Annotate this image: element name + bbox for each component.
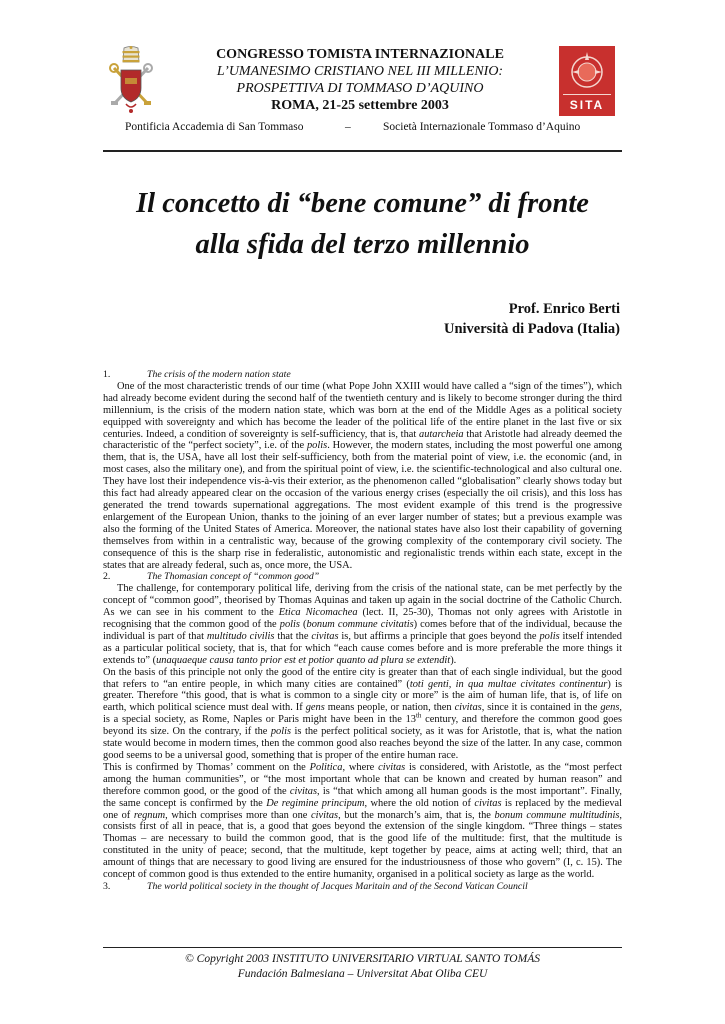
section-number: 1. <box>103 369 111 380</box>
section-number: 2. <box>103 571 111 583</box>
header-divider <box>103 150 622 152</box>
author-affiliation: Università di Padova (Italia) <box>443 321 620 337</box>
title-line-1: Il concetto di “bene comune” di fronte <box>136 188 589 219</box>
footer-copyright: © Copyright 2003 INSTITUTO UNIVERSITARIO VIRTUAL SANTO TOMÁS <box>185 953 540 965</box>
footer-divider <box>103 947 622 948</box>
author-name: Prof. Enrico Berti <box>508 301 620 317</box>
sita-logo-text: SITA <box>569 98 605 112</box>
section-title: The Thomasian concept of “common good” <box>147 571 320 583</box>
footer <box>103 952 622 982</box>
section-number: 3. <box>103 880 111 892</box>
congress-header <box>165 46 555 114</box>
congress-theme: L’UMANESIMO CRISTIANO NEL III MILLENIO: <box>216 64 504 79</box>
org-left: Pontificia Accademia di San Tommaso <box>125 121 304 133</box>
section-heading-2 <box>103 571 622 583</box>
footer-institution: Fundación Balmesiana – Universitat Abat Oliba CEU <box>237 968 488 980</box>
paragraph-1: One of the most characteristic trends of our time (what Pope John XXIII would have called a “sign of the times”), which had already become evident during the second half of the twentieth century and is likely to become stronger during the third millennium, is the crisis of the modern nation state, which was born at the end of the Middle Ages as a political society equipped with sovereignty and which has become the leader of the political life of the entire planet in the last five or six centuries. Indeed, a condition of sovereignty is self-sufficiency, that is, that autarcheia that Aristotle had already deemed the characteristic of the “perfect society”, i.e. of the polis. However, the modern states, including the most powerful one among them, that is, the USA, have all lost their self-sufficiency, both from the material point of view, i.e. the economic (and, in most cases, also the military one), and from the spiritual point of view, i.e. the scientific-technological and also cultural one. They have lost their independence vis-à-vis their exterior, as the phenomenon called “globalisation” clearly shows today but this fact had already appeared clear on the occasion of the various energy crises (especially the oil crisis), and this loss has generated the trend towards supernational aggregations. The most evident example of this trend is the progressive enlargement of the European Union, thanks to the joining of an ever larger number of states; but a previous example was also the forming of the United States of America. Moreover, the national states have also lost their capability of governing themselves from within in a centralistic way, because of the growing complexity of the contemporary civil society. The consequence of this is the sharp rise in federalistic, autonomistic and regionalistic trends within each state, except in the states that are already federal, such as, once more, the USA. <box>103 380 622 571</box>
title-line-2: alla sfida del terzo millennio <box>195 229 530 260</box>
papal-coat-of-arms-logo <box>106 46 156 114</box>
congress-subtheme: PROSPETTIVA DI TOMMASO D’AQUINO <box>236 81 484 96</box>
paper-body <box>103 369 622 893</box>
sita-logo <box>559 46 615 116</box>
section-title: The world political society in the thought of Jacques Maritain and of the Second Vatican Council <box>147 880 528 892</box>
org-right: Società Internazionale Tommaso d’Aquino <box>383 121 581 133</box>
section-heading-3 <box>103 881 622 893</box>
congress-place-date: ROMA, 21-25 settembre 2003 <box>271 98 449 113</box>
paragraph-4: This is confirmed by Thomas’ comment on the Politica, where civitas is considered, with Aristotle, as the “most perfect among the human communities”, or “the most important whole that can be known and created by human reason” and therefore common good, or the good of the civitas, is “that which among all human goods is the most important”. Finally, the same concept is confirmed by the De regimine principum, where the old notion of civitas is replaced by the medieval one of regnum, which comprises more than one civitas, but the monarch’s aim, that is, the bonum commune multitudinis, consists first of all in peace, that is, a good that goes beyond the extension of the single kingdom. “Three things – states Thomas – are necessary to build the common good, that is the good life of the multitude: first, that the multitude is constituted in the unity of peace; second, that the multitude, kept together by peace, aims at acting well; third, that an amount of things that are necessary to good living are ensured for the industriousness of those who govern” (I, c. 15). The concept of common good is thus extended to the entire humanity, organised in a political society as large as the world. <box>103 761 623 881</box>
section-heading-1 <box>103 369 622 381</box>
paragraph-3: On the basis of this principle not only the good of the entire city is greater than that of each single individual, but the good that refers to “an entire people, in which many cities are contained” (toti genti, in qua multae civitates continentur) is greater. Therefore “this good, that is what is common to a single city or more” is the aim of human life, that is, of life on earth, which political science must deal with. If gens means people, or nation, then civitas, since it is contained in the gens, is a special society, as Rome, Naples or Paris might have been in the 13th century, and therefore the common good goes beyond its size. On the contrary, if the polis is the perfect political society, as it was for Aristotle, that is, what the nation state would become in modern times, then the common good also reaches beyond the size of the latter. In any case, common good seems to be a universal good, something that is proper of the entire human race. <box>103 666 622 761</box>
congress-name: CONGRESSO TOMISTA INTERNAZIONALE <box>216 47 504 62</box>
org-separator: – <box>345 121 351 133</box>
section-title: The crisis of the modern nation state <box>147 369 291 380</box>
author-block <box>444 299 620 339</box>
paragraph-2: The challenge, for contemporary political life, deriving from the crisis of the national state, can be met perfectly by the concept of “common good”, theorised by Thomas Aquinas and taken up again in the social doctrine of the Catholic Church. As we can see in his comment to the Etica Nicomachea (lect. II, 25-30), Thomas not only agrees with Aristotle in recognising that the common good of the polis (bonum commune civitatis) comes before that of the individual, because the individual is part of that multitudo civilis that the civitas is, but affirms a principle that goes beyond the polis itself intended as a particular political society, that is, that for which “each cause comes before and is more preferable the more things it extends to” (unaquaeque causa tanto prior est et potior quanto ad plura se extendit). <box>103 583 623 666</box>
paper-title <box>60 183 665 265</box>
